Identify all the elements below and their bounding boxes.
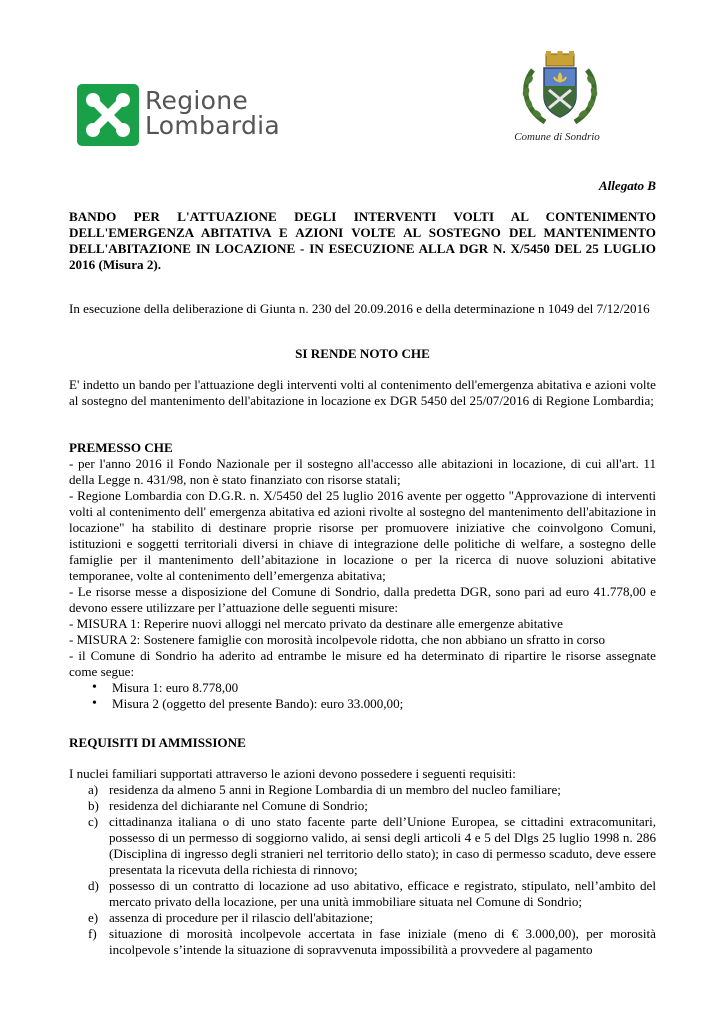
requisiti-section: [69, 766, 656, 958]
item-label: b): [88, 798, 99, 813]
item-label: d): [88, 878, 99, 893]
item-label: f): [88, 926, 97, 941]
premesso-paragraph-1: - per l'anno 2016 il Fondo Nazionale per il sostegno all'accesso alle abitazioni in locazione, di cui all'art. 11 della Legge n. 431/98, non è stato finanziato con risorse statali;: [69, 456, 656, 487]
item-label: e): [88, 910, 99, 925]
notice-paragraph: E' indetto un bando per l'attuazione degli interventi volti al contenimento dell'emergenza abitativa e azioni volte al sostegno del mantenimento dell'abitazione in locazione ex DGR 5450 del 25/07/2016 di Regione Lombardia;: [69, 377, 656, 408]
list-item: [88, 926, 656, 958]
comune-crest-icon: [515, 50, 605, 128]
item-text: assenza di procedure per il rilascio dell'abitazione;: [109, 910, 374, 925]
list-item: [88, 814, 656, 878]
document-title: BANDO PER L'ATTUAZIONE DEGLI INTERVENTI VOLTI AL CONTENIMENTO DELL'EMERGENZA ABITATIVA E AZIONI VOLTE AL SOSTEGNO DEL MANTENIMENTO DELL'ABITAZIONE IN LOCAZIONE - IN ESECUZIONE ALLA DGR N. X/5450 DEL 25 LUGLIO 2016 (Misura 2).: [69, 209, 656, 272]
logo-line-2: Lombardia: [145, 111, 280, 140]
item-text: situazione di morosità incolpevole accertata in fase iniziale (meno di € 3.000,00), per morosità incolpevole s’intende la situazione di sopravvenuta impossibilità a provvedere al pagamento: [109, 926, 656, 957]
misura-2-line: - MISURA 2: Sostenere famiglie con morosità incolpevole ridotta, che non abbiano un sfratto in corso: [69, 632, 605, 647]
list-item: [88, 878, 656, 910]
premesso-paragraph-4: - il Comune di Sondrio ha aderito ad entrambe le misure ed ha determinato di ripartire le risorse assegnate come segue:: [69, 648, 656, 679]
regione-lombardia-wordmark: [145, 88, 280, 138]
regione-lombardia-mark-icon: [77, 84, 139, 146]
item-text: residenza del dichiarante nel Comune di Sondrio;: [109, 798, 368, 813]
list-item: [88, 798, 656, 814]
misura-1-line: - MISURA 1: Reperire nuovi alloggi nel mercato privato da destinare alle emergenze abitative: [69, 616, 563, 631]
list-item: [88, 782, 656, 798]
item-label: c): [88, 814, 99, 829]
item-text: residenza da almeno 5 anni in Regione Lombardia di un membro del nucleo familiare;: [109, 782, 561, 797]
premesso-section: [69, 440, 656, 712]
intro-paragraph: In esecuzione della deliberazione di Giunta n. 230 del 20.09.2016 e della determinazione n 1049 del 7/12/2016: [69, 301, 650, 316]
requisiti-list: [69, 782, 656, 958]
premesso-heading: PREMESSO CHE: [69, 440, 173, 455]
comune-caption: Comune di Sondrio: [514, 131, 600, 143]
regione-lombardia-logo: [77, 84, 280, 146]
allegato-label: Allegato B: [598, 178, 656, 193]
item-text: possesso di un contratto di locazione ad uso abitativo, efficace e registrato, stipulato, nell’ambito del mercato privato della locazione, per una unità immobiliare situata nel Comune di Sondrio;: [109, 878, 656, 909]
item-text: cittadinanza italiana o di uno stato facente parte dell’Unione Europea, se cittadini extracomunitari, possesso di un permesso di soggiorno valido, ai sensi degli articoli 4 e 5 del Dlgs 25 luglio 1998 n. 286 (Disciplina di ingresso degli stranieri nel territorio dello stato); in caso di permesso scaduto, deve essere presentata la ricevuta della richiesta di rinnovo;: [109, 814, 656, 877]
list-item: [88, 910, 656, 926]
item-label: a): [88, 782, 99, 797]
logo-line-1: Regione: [145, 86, 249, 115]
list-item: • Misura 1: euro 8.778,00: [112, 680, 656, 696]
premesso-paragraph-3: - Le risorse messe a disposizione del Comune di Sondrio, dalla predetta DGR, sono pari ad euro 41.778,00 e devono essere utilizzare per l’attuazione delle seguenti misure:: [69, 584, 656, 615]
ripartizione-list: [69, 680, 656, 712]
requisiti-heading: REQUISITI DI AMMISSIONE: [69, 735, 246, 750]
premesso-paragraph-2: - Regione Lombardia con D.G.R. n. X/5450 del 25 luglio 2016 avente per oggetto "Approvazione di interventi volti al contenimento dell' emergenza abitativa ed azioni rivolte al sostegno del mantenimento dell'abitazione in locazione" ha stabilito di destinare proprie risorse per promuovere iniziative che coinvolgono Comuni, istituzioni e soggetti territoriali diversi in chiave di integrazione delle politiche di welfare, a sostegno delle famiglie per il mantenimento dell’abitazione in locazione o per la ricerca di nuove soluzioni abitative temporanee, volte al contenimento dell’emergenza abitativa;: [69, 488, 656, 583]
si-rende-noto-heading: SI RENDE NOTO CHE: [295, 346, 430, 361]
list-item: • Misura 2 (oggetto del presente Bando): euro 33.000,00;: [112, 696, 656, 712]
requisiti-intro: I nuclei familiari supportati attraverso le azioni devono possedere i seguenti requisiti:: [69, 766, 516, 781]
